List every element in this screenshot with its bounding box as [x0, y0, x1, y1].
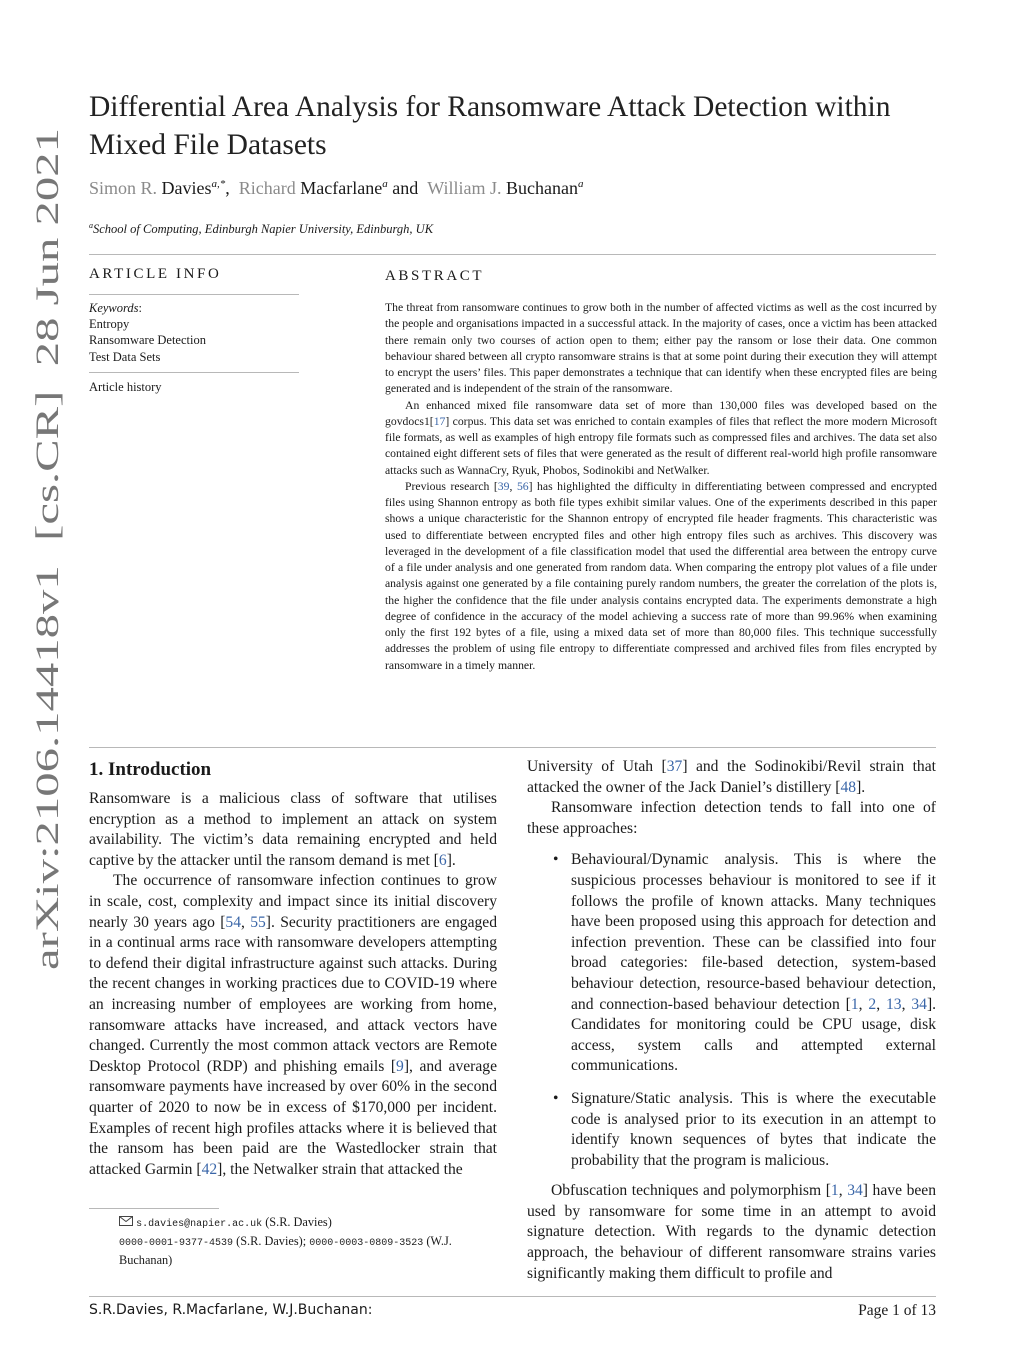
author-3-sup: a — [577, 178, 584, 190]
keywords-rule — [89, 372, 299, 373]
author-2-sup: a — [382, 178, 388, 190]
title-line-1: Differential Area Analysis for Ransomware Attack Detection within — [89, 91, 891, 123]
citation-link[interactable]: 1 — [850, 995, 859, 1013]
citation-link[interactable]: 34 — [911, 995, 927, 1013]
author-3-family: Buchanan — [505, 178, 578, 198]
keyword-item: Entropy — [89, 317, 130, 332]
author-1-sup: a,* — [211, 178, 226, 190]
citation-link[interactable]: 54 — [225, 913, 241, 931]
arxiv-identifier: arXiv:2106.14418v1 [cs.CR] 28 Jun 2021 — [30, 399, 66, 970]
abstract-heading: ABSTRACT — [385, 268, 485, 284]
affiliation — [89, 221, 433, 237]
author-sep: , — [225, 178, 230, 198]
affiliation-sup: a — [89, 221, 93, 230]
page-number: Page 1 of 13 — [858, 1302, 936, 1319]
citation-link[interactable]: 1 — [830, 1182, 839, 1200]
bullet-icon: • — [553, 851, 559, 869]
abstract-body — [385, 300, 937, 674]
envelope-icon — [119, 1216, 133, 1226]
abstract-paragraph-2: An enhanced mixed file ransomware data set of more than 130,000 files was developed based on the govdocs1[17] corpus. This data set was enriched to contain examples of files that reflect the more modern Microsoft file formats, as well as examples of high entropy file formats such as compressed files and archives. The data set also contained eight different sets of files that were generated as the result of different real-world high profile ransomware attacks such as WannaCry, Ryuk, Phobos, Sodinokibi and NetWalker. — [385, 398, 937, 477]
affiliation-text: School of Computing, Edinburgh Napier University, Edinburgh, UK — [93, 222, 434, 237]
keyword-item: Test Data Sets — [89, 349, 161, 364]
citation-link[interactable]: 48 — [840, 778, 857, 796]
citation-link[interactable]: 17 — [433, 414, 446, 428]
citation-link[interactable]: 34 — [847, 1182, 863, 1200]
keywords-label: Keywords — [89, 301, 139, 315]
left-column — [89, 789, 497, 1180]
footnote — [89, 1214, 499, 1269]
citation-link[interactable]: 6 — [438, 851, 447, 869]
article-info-rule — [89, 294, 299, 295]
citation-link[interactable]: 37 — [666, 758, 683, 775]
intro-paragraph-approaches: Ransomware infection detection tends to fall into one of these approaches: — [527, 799, 936, 837]
orcid-link[interactable]: 0000-0003-0809-3523 — [309, 1238, 424, 1249]
title-line-2: Mixed File Datasets — [89, 129, 327, 161]
author-2-family: Macfarlane — [300, 178, 383, 198]
author-and: and — [392, 178, 419, 198]
citation-link[interactable]: 9 — [396, 1057, 404, 1075]
author-1-given: Simon R. — [89, 178, 158, 198]
email-link[interactable]: s.davies@napier.ac.uk — [136, 1219, 263, 1230]
abstract-bottom-rule — [89, 747, 936, 748]
section-heading-introduction: 1. Introduction — [89, 759, 212, 780]
footer-rule — [89, 1296, 936, 1297]
orcid-owner: (S.R. Davies); — [236, 1234, 307, 1248]
paper-title — [89, 88, 949, 164]
citation-link[interactable]: 56 — [516, 479, 529, 493]
email-owner: (S.R. Davies) — [265, 1215, 332, 1229]
citation-link[interactable]: 13 — [885, 995, 902, 1013]
intro-paragraph-obfuscation: Obfuscation techniques and polymorphism [1, 34] have been used by ransomware for some time in an attempt to avoid signature detection. With regards to the dynamic detection approach, the behaviour of different ransomware strains varies significantly making them difficult to profile and — [527, 1182, 937, 1282]
keyword-item: Ransomware Detection — [89, 333, 206, 348]
article-info: Keywords: Entropy Ransomware Detection Test Data Sets — [89, 300, 304, 365]
orcid-link[interactable]: 0000-0001-9377-4539 — [119, 1238, 234, 1249]
intro-paragraph-1: Ransomware is a malicious class of software that utilises encryption as a method to implement an attack on system availability. The victim’s data remaining encrypted and held captive by the attacker until the ransom demand is met [6]. — [89, 790, 497, 869]
author-list — [89, 178, 583, 199]
orcid-owner: (W.J. Buchanan) — [119, 1234, 452, 1267]
intro-paragraph-continued: University of Utah [37] and the Sodinokibi/Revil strain that attacked the owner of the Jack Daniel’s distillery [48]. — [527, 758, 936, 796]
citation-link[interactable]: 42 — [201, 1160, 218, 1178]
abstract-paragraph-1: The threat from ransomware continues to grow both in the number of affected victims as well as the cost incurred by the people and organisations impacted in a successful attack. In the majority of cases, once a victim has been attacked there remain only two courses of action open to them; either pay the ransom or lose their data. One common behaviour shared between all crypto ransomware strains is that at some point during their execution they will attempt to encrypt the users’ files. This paper demonstrates a technique that can identify when these encrypted files are being generated and is independent of the strain of the ransomware. — [385, 301, 937, 396]
intro-paragraph-2: The occurrence of ransomware infection continues to grow in scale, cost, complexity and impact since its initial discovery nearly 30 years ago [54, 55]. Security practitioners are engaged in a continual arms race with ransomware developers attempting to defend their digital infrastructure against such attacks. During the recent changes in working practices due to COVID-19 where an increasing number of employees are working from home, ransomware attacks have increased, and attack vectors have changed. Currently the most common attack vectors are Remote Desktop Protocol (RDP) and phishing emails [9], and average ransomware payments have increased by over 60% in the second quarter of 2020 to now be in excess of $170,000 per incident. Examples of recent high profiles attacks where it is believed that the ransom has been paid are the Wastedlocker strain that attacked Garmin [42], the Netwalker strain that attacked the — [89, 872, 498, 1178]
footer-authors: S.R.Davies, R.Macfarlane, W.J.Buchanan: — [89, 1302, 373, 1318]
article-history-label: Article history — [89, 380, 162, 394]
abstract-paragraph-3: Previous research [39, 56] has highlighted the difficulty in differentiating between compressed and encrypted files using Shannon entropy as both file types exhibit similar values. One of the experiments described in this paper shows a unique characteristic for the Shannon entropy of encrypted file header fragments. This characteristic was used to differentiate between encrypted files and other high entropy files such as archives. This discovery was leveraged in the development of a file classification model that used the differential area between the entropy curve of a file under analysis and one generated from random data. When comparing the entropy plot values of a file under analysis against one generated by a file containing purely random numbers, the greater the correlation of the plots is, the higher the confidence that the file under analysis contains encrypted data. The experiments demonstrate a high degree of confidence in the accuracy of the model achieving a success rate of more than 99.96% when examining only the first 192 bytes of a file, using a mixed data set of more than 80,000 files. This technique successfully addresses the problem of using file entropy to differentiate compressed and archived files from files encrypted by ransomware in a timely manner. — [385, 479, 937, 672]
author-2-given: Richard — [238, 178, 296, 198]
footnote-rule — [89, 1208, 219, 1209]
bullet-item-behavioural: • Behavioural/Dynamic analysis. This is where the suspicious processes behaviour is monitored to see if it follows the profile of known attacks. Many techniques have been proposed using this approach for detection and infection prevention. These can be classified into four broad categories: file-based detection, system-based behaviour detection, resource-based behaviour detection, and connection-based behaviour detection [1, 2, 13, 34]. Candidates for monitoring could be CPU usage, disk access, system calls and attempted external communications. — [553, 851, 937, 1075]
author-3-given: William J. — [427, 178, 502, 198]
bullet-icon: • — [553, 1089, 559, 1107]
author-1-family: Davies — [161, 178, 212, 198]
right-column — [527, 757, 936, 1284]
arxiv-stamp — [8, 120, 68, 980]
citation-link[interactable]: 2 — [868, 995, 877, 1013]
bullet-item-signature: • Signature/Static analysis. This is where the executable code is analysed prior to its execution in an attempt to identify known sequences of bytes that indicate the probability that the program is malicious. — [553, 1089, 936, 1169]
citation-link[interactable]: 55 — [250, 913, 266, 931]
header-rule — [89, 254, 936, 255]
article-info-heading: ARTICLE INFO — [89, 266, 222, 282]
citation-link[interactable]: 39 — [497, 479, 510, 493]
